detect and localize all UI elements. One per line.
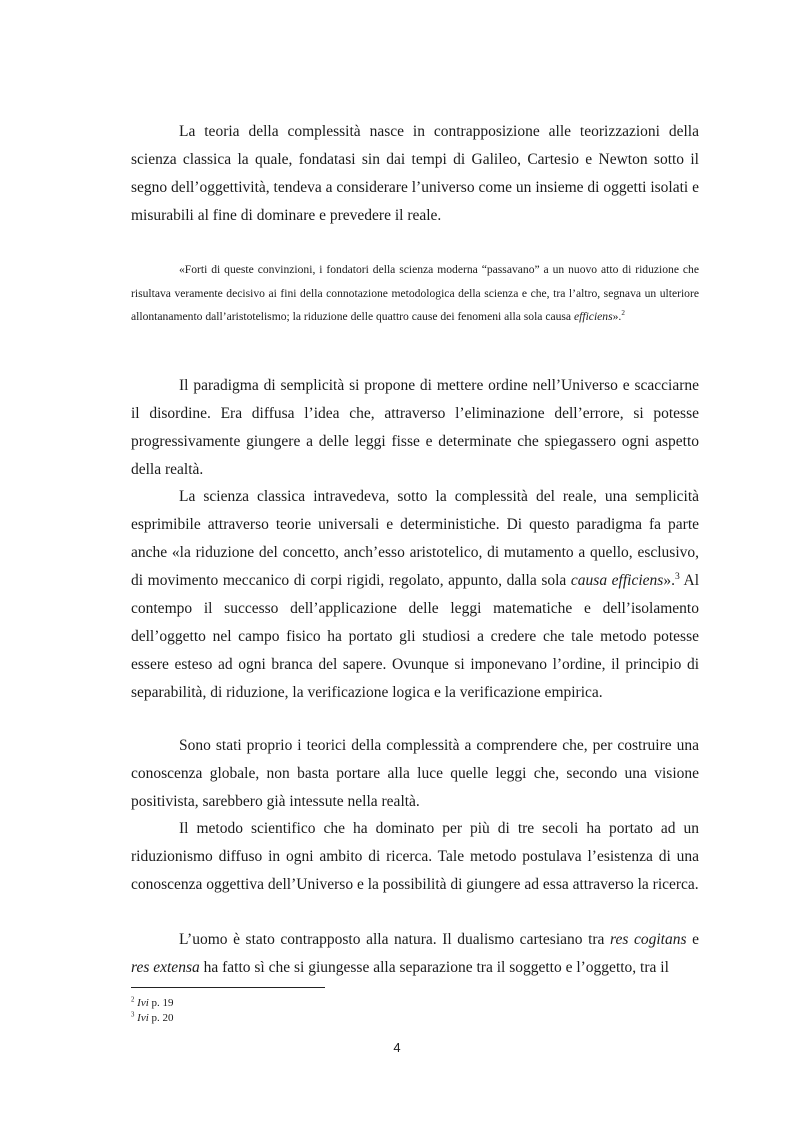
footnote-separator (131, 987, 325, 988)
footnote-ref-word: Ivi (137, 997, 149, 1009)
paragraph-text: Il metodo scientifico che ha dominato per più di tre secoli ha portato ad un riduzionismo diffuso in ogni ambito di ricerca. Tale metodo postulava l’esistenza di una conoscenza oggettiva dell’Universo e la possibilità di giungere ad essa attraverso la ricerca. (131, 820, 699, 893)
page-number: 4 (393, 1040, 401, 1055)
paragraph-text: Sono stati proprio i teorici della complessità a comprendere che, per costruire una conoscenza globale, non basta portare alla luce quelle leggi che, secondo una visione positivista, sarebbero già intessute nella realtà. (131, 737, 699, 810)
footnote-number: 2 (131, 996, 135, 1004)
italic-term: res extensa (131, 959, 200, 976)
quote-close: ». (663, 572, 675, 589)
footnote-text: p. 19 (148, 997, 174, 1009)
footnote-3 (131, 1011, 174, 1026)
quote-text: «Forti di queste convinzioni, i fondatori della scienza moderna “passavano” a un nuovo atto di riduzione che risultava veramente decisivo ai fini della connotazione metodologica della scienza e che, tra l’altro, segnava un ulteriore allontanamento dall’aristotelismo; la riduzione delle quattro cause dei fenomeni alla sola causa (131, 263, 699, 323)
paragraph-simplicity-paradigm (131, 372, 699, 484)
paragraph-text: ha fatto sì che si giungesse alla separazione tra il soggetto e l’oggetto, tra il (199, 959, 669, 976)
paragraph-scientific-method (131, 815, 699, 899)
footnote-ref-2: 2 (621, 309, 625, 318)
paragraph-text: Al contempo il successo dell’applicazione delle leggi matematiche e dell’isolamento dell’oggetto nel campo fisico ha portato gli studiosi a credere che tale metodo potesse essere esteso ad ogni branca del sapere. Ovunque si imponevano l’ordine, il principio di separabilità, di riduzione, la verificazione logica e la verificazione empirica. (131, 572, 700, 701)
italic-term: causa efficiens (570, 572, 664, 589)
paragraph-text: e (686, 931, 699, 948)
paragraph-text: Il paradigma di semplicità si propone di mettere ordine nell’Universo e scacciarne il disordine. Era diffusa l’idea che, attraverso l’eliminazione dell’errore, si potesse progressivamente giungere a delle leggi fisse e determinate che spiegassero ogni aspetto della realtà. (131, 377, 699, 478)
paragraph-complexity-intro (131, 118, 699, 230)
footnote-number: 3 (131, 1011, 135, 1019)
quote-italic-term: efficiens (573, 310, 613, 323)
footnote-ref-3: 3 (674, 570, 680, 582)
block-quote (131, 258, 699, 329)
paragraph-text: La teoria della complessità nasce in contrapposizione alle teorizzazioni della scienza classica la quale, fondatasi sin dai tempi di Galileo, Cartesio e Newton sotto il segno dell’oggettività, tendeva a considerare l’universo come un insieme di oggetti isolati e misurabili al fine di dominare e prevedere il reale. (131, 123, 699, 224)
quote-close: ». (612, 310, 622, 323)
footnote-ref-word: Ivi (137, 1012, 149, 1024)
paragraph-text: La scienza classica intravedeva, sotto la complessità del reale, una semplicità esprimibile attraverso teorie universali e deterministiche. Di questo paradigma fa parte anche «la riduzione del concetto, anch’esso aristotelico, di mutamento a quello, esclusivo, di movimento meccanico di corpi rigidi, regolato, appunto, dalla sola (131, 488, 699, 589)
italic-term: res cogitans (610, 931, 687, 948)
paragraph-complexity-theorists (131, 732, 699, 816)
paragraph-text: L’uomo è stato contrapposto alla natura. Il dualismo cartesiano tra (179, 931, 611, 948)
paragraph-cartesian-dualism (131, 926, 699, 982)
paragraph-classical-science (131, 483, 699, 707)
footnote-2 (131, 996, 174, 1011)
footnote-text: p. 20 (148, 1012, 174, 1024)
footnotes (131, 996, 174, 1026)
